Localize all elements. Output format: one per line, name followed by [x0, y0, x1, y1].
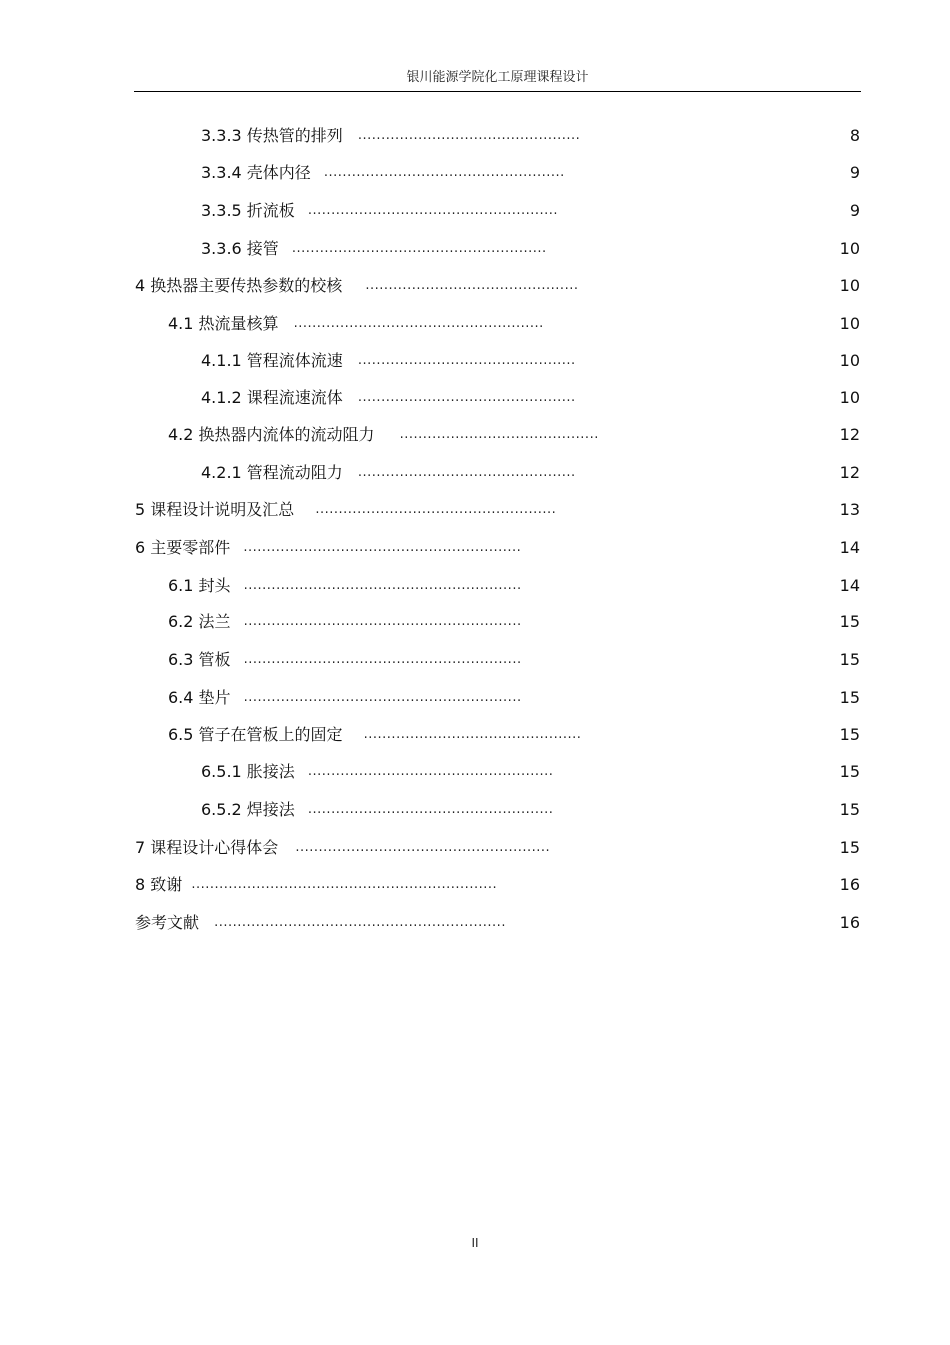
toc-leader-dots: ...............................................	[357, 353, 576, 368]
toc-leader-dots: ..................................................................	[191, 877, 498, 892]
toc-entry[interactable]	[201, 798, 553, 822]
toc-leader-dots: ............................................................	[243, 578, 522, 593]
toc-entry-label: 5 课程设计说明及汇总	[135, 500, 295, 519]
toc-entry-label: 6.2 法兰	[168, 612, 231, 631]
toc-entry-label: 4.1 热流量核算	[168, 314, 279, 333]
toc-entry[interactable]	[135, 911, 506, 935]
toc-entry-label: 3.3.4 壳体内径	[201, 163, 311, 182]
toc-entry[interactable]	[135, 536, 521, 560]
toc-entry-page: 10	[839, 351, 860, 370]
toc-entry-page: 9	[849, 163, 860, 182]
toc-entry-label: 6.5.2 焊接法	[201, 800, 295, 819]
toc-entry-label: 4.1.2 课程流速流体	[201, 388, 343, 407]
toc-leader-dots: ...........................................	[399, 427, 599, 442]
toc-entry-page: 14	[839, 538, 860, 557]
toc-entry-label: 3.3.3 传热管的排列	[201, 126, 343, 145]
toc-entry-label: 3.3.5 折流板	[201, 201, 295, 220]
toc-entry-page: 9	[849, 201, 860, 220]
toc-entry-label: 6.3 管板	[168, 650, 231, 669]
toc-entry-page: 10	[839, 276, 860, 295]
toc-entry[interactable]	[201, 161, 565, 185]
toc-leader-dots: ............................................................	[243, 690, 522, 705]
toc-entry[interactable]	[201, 124, 580, 148]
toc-entry-label: 参考文献	[135, 913, 200, 932]
toc-entry-label: 7 课程设计心得体会	[135, 838, 279, 857]
toc-leader-dots: ................................................	[357, 128, 581, 143]
toc-entry[interactable]	[168, 423, 599, 447]
toc-entry[interactable]	[201, 199, 558, 223]
toc-leader-dots: .....................................................	[307, 802, 554, 817]
toc-entry-label: 6.5 管子在管板上的固定	[168, 725, 343, 744]
toc-entry-label: 6.4 垫片	[168, 688, 231, 707]
toc-entry-page: 10	[839, 239, 860, 258]
toc-leader-dots: .....................................................	[307, 764, 554, 779]
toc-leader-dots: ....................................................	[323, 165, 565, 180]
toc-leader-dots: ......................................................	[293, 316, 544, 331]
toc-entry[interactable]	[135, 274, 578, 298]
page-number: II	[471, 1236, 479, 1250]
toc-entry-page: 15	[839, 800, 860, 819]
toc-entry-page: 10	[839, 388, 860, 407]
toc-leader-dots: ...............................................	[357, 390, 576, 405]
toc-entry-page: 15	[839, 838, 860, 857]
toc-entry-page: 15	[839, 650, 860, 669]
toc-entry[interactable]	[135, 498, 556, 522]
toc-entry-label: 8 致谢	[135, 875, 183, 894]
toc-entry-page: 16	[839, 913, 860, 932]
toc-entry-page: 13	[839, 500, 860, 519]
toc-entry[interactable]	[201, 386, 576, 410]
toc-entry-page: 15	[839, 762, 860, 781]
toc-entry-label: 4 换热器主要传热参数的校核	[135, 276, 343, 295]
toc-entry-page: 8	[849, 126, 860, 145]
toc-leader-dots: ............................................................	[243, 614, 522, 629]
toc-entry-label: 4.2.1 管程流动阻力	[201, 463, 343, 482]
toc-entry[interactable]	[201, 760, 553, 784]
toc-entry[interactable]	[168, 686, 522, 710]
page-header-title: 银川能源学院化工原理课程设计	[406, 70, 589, 85]
toc-leader-dots: ......................................................	[307, 203, 559, 218]
toc-entry[interactable]	[168, 723, 581, 747]
toc-leader-dots: ............................................................	[243, 540, 522, 555]
toc-entry-page: 15	[839, 612, 860, 631]
toc-leader-dots: .......................................................	[291, 241, 547, 256]
toc-entry[interactable]	[135, 836, 550, 860]
toc-entry-label: 6 主要零部件	[135, 538, 231, 557]
toc-entry-label: 6.5.1 胀接法	[201, 762, 295, 781]
toc-entry[interactable]	[201, 461, 576, 485]
toc-entry[interactable]	[201, 237, 547, 261]
toc-leader-dots: ..............................................	[365, 278, 579, 293]
toc-entry-page: 16	[839, 875, 860, 894]
toc-entry-label: 4.1.1 管程流体流速	[201, 351, 343, 370]
toc-entry-page: 15	[839, 725, 860, 744]
toc-leader-dots: ....................................................	[315, 502, 557, 517]
toc-entry[interactable]	[168, 610, 522, 634]
toc-entry-page: 10	[839, 314, 860, 333]
toc-leader-dots: .......................................................	[295, 840, 551, 855]
toc-leader-dots: ...............................................	[363, 727, 582, 742]
toc-entry[interactable]	[168, 312, 544, 336]
toc-entry-page: 12	[839, 463, 860, 482]
toc-entry[interactable]	[201, 349, 576, 373]
toc-entry[interactable]	[168, 648, 522, 672]
toc-leader-dots: ...............................................	[357, 465, 576, 480]
toc-entry[interactable]	[168, 574, 522, 598]
toc-entry-page: 12	[839, 425, 860, 444]
toc-entry[interactable]	[135, 873, 497, 897]
toc-entry-label: 3.3.6 接管	[201, 239, 279, 258]
toc-leader-dots: ............................................................	[243, 652, 522, 667]
toc-leader-dots: ...............................................................	[214, 915, 506, 930]
toc-entry-label: 6.1 封头	[168, 576, 231, 595]
toc-entry-label: 4.2 换热器内流体的流动阻力	[168, 425, 375, 444]
toc-entry-page: 15	[839, 688, 860, 707]
toc-entry-page: 14	[839, 576, 860, 595]
